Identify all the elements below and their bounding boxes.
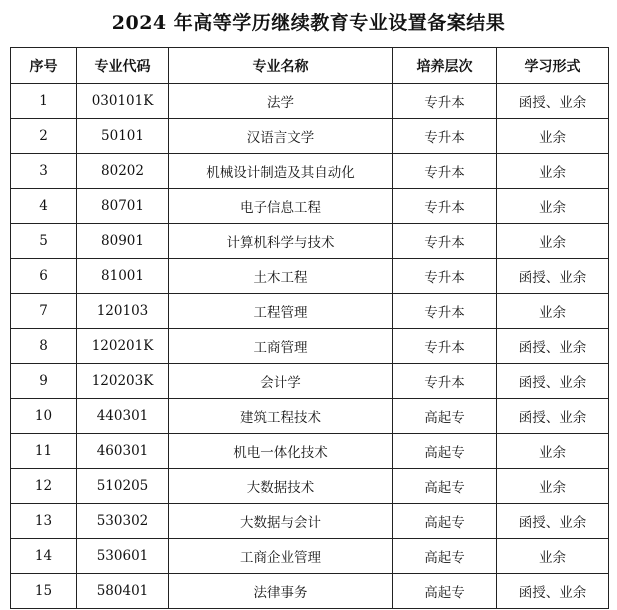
- cell-level: 高起专: [393, 539, 497, 574]
- cell-code: 120203K: [77, 364, 169, 399]
- cell-index: 15: [11, 574, 77, 609]
- cell-major-name: 机电一体化技术: [169, 434, 393, 469]
- cell-index: 9: [11, 364, 77, 399]
- cell-level: 专升本: [393, 119, 497, 154]
- cell-study-mode: 业余: [497, 119, 609, 154]
- cell-code: 80901: [77, 224, 169, 259]
- cell-study-mode: 业余: [497, 469, 609, 504]
- cell-code: 530302: [77, 504, 169, 539]
- table-row: [11, 294, 609, 329]
- table-row: [11, 364, 609, 399]
- cell-code: 50101: [77, 119, 169, 154]
- cell-study-mode: 函授、业余: [497, 364, 609, 399]
- cell-study-mode: 函授、业余: [497, 84, 609, 119]
- cell-major-name: 法律事务: [169, 574, 393, 609]
- majors-table: [10, 47, 609, 609]
- cell-index: 11: [11, 434, 77, 469]
- table-row: [11, 504, 609, 539]
- table-row: [11, 224, 609, 259]
- cell-major-name: 电子信息工程: [169, 189, 393, 224]
- table-row: [11, 154, 609, 189]
- cell-code: 81001: [77, 259, 169, 294]
- cell-study-mode: 函授、业余: [497, 504, 609, 539]
- cell-major-name: 工商管理: [169, 329, 393, 364]
- cell-code: 510205: [77, 469, 169, 504]
- document-title: 2024 年高等学历继续教育专业设置备案结果: [111, 12, 506, 34]
- cell-level: 专升本: [393, 329, 497, 364]
- cell-study-mode: 业余: [497, 189, 609, 224]
- cell-major-name: 会计学: [169, 364, 393, 399]
- cell-major-name: 计算机科学与技术: [169, 224, 393, 259]
- table-row: [11, 119, 609, 154]
- cell-study-mode: 业余: [497, 539, 609, 574]
- cell-level: 高起专: [393, 574, 497, 609]
- cell-index: 7: [11, 294, 77, 329]
- cell-code: 80701: [77, 189, 169, 224]
- table-row: [11, 469, 609, 504]
- cell-index: 4: [11, 189, 77, 224]
- cell-code: 120103: [77, 294, 169, 329]
- cell-index: 2: [11, 119, 77, 154]
- header-level: 培养层次: [393, 48, 497, 84]
- table-header-row: [11, 48, 609, 84]
- cell-study-mode: 函授、业余: [497, 329, 609, 364]
- header-code: 专业代码: [77, 48, 169, 84]
- cell-major-name: 大数据技术: [169, 469, 393, 504]
- cell-level: 专升本: [393, 259, 497, 294]
- cell-major-name: 法学: [169, 84, 393, 119]
- cell-major-name: 大数据与会计: [169, 504, 393, 539]
- cell-study-mode: 函授、业余: [497, 399, 609, 434]
- cell-study-mode: 函授、业余: [497, 574, 609, 609]
- cell-index: 14: [11, 539, 77, 574]
- cell-major-name: 土木工程: [169, 259, 393, 294]
- header-index: 序号: [11, 48, 77, 84]
- cell-study-mode: 业余: [497, 154, 609, 189]
- cell-level: 高起专: [393, 504, 497, 539]
- cell-level: 高起专: [393, 469, 497, 504]
- cell-code: 120201K: [77, 329, 169, 364]
- cell-level: 专升本: [393, 224, 497, 259]
- cell-index: 10: [11, 399, 77, 434]
- cell-study-mode: 业余: [497, 294, 609, 329]
- cell-major-name: 建筑工程技术: [169, 399, 393, 434]
- cell-level: 高起专: [393, 399, 497, 434]
- cell-major-name: 工商企业管理: [169, 539, 393, 574]
- table-row: [11, 574, 609, 609]
- table-row: [11, 434, 609, 469]
- cell-code: 030101K: [77, 84, 169, 119]
- cell-level: 专升本: [393, 189, 497, 224]
- cell-index: 13: [11, 504, 77, 539]
- cell-index: 8: [11, 329, 77, 364]
- cell-level: 高起专: [393, 434, 497, 469]
- table-row: [11, 329, 609, 364]
- cell-study-mode: 业余: [497, 224, 609, 259]
- cell-index: 3: [11, 154, 77, 189]
- cell-code: 80202: [77, 154, 169, 189]
- table-row: [11, 539, 609, 574]
- cell-major-name: 机械设计制造及其自动化: [169, 154, 393, 189]
- cell-index: 6: [11, 259, 77, 294]
- cell-major-name: 汉语言文学: [169, 119, 393, 154]
- table-row: [11, 84, 609, 119]
- cell-code: 460301: [77, 434, 169, 469]
- table-row: [11, 259, 609, 294]
- cell-level: 专升本: [393, 154, 497, 189]
- cell-code: 440301: [77, 399, 169, 434]
- cell-index: 12: [11, 469, 77, 504]
- header-study-mode: 学习形式: [497, 48, 609, 84]
- cell-code: 530601: [77, 539, 169, 574]
- table-row: [11, 189, 609, 224]
- cell-level: 专升本: [393, 364, 497, 399]
- table-row: [11, 399, 609, 434]
- header-major-name: 专业名称: [169, 48, 393, 84]
- cell-study-mode: 函授、业余: [497, 259, 609, 294]
- cell-level: 专升本: [393, 84, 497, 119]
- cell-study-mode: 业余: [497, 434, 609, 469]
- cell-code: 580401: [77, 574, 169, 609]
- cell-level: 专升本: [393, 294, 497, 329]
- cell-index: 5: [11, 224, 77, 259]
- cell-major-name: 工程管理: [169, 294, 393, 329]
- cell-index: 1: [11, 84, 77, 119]
